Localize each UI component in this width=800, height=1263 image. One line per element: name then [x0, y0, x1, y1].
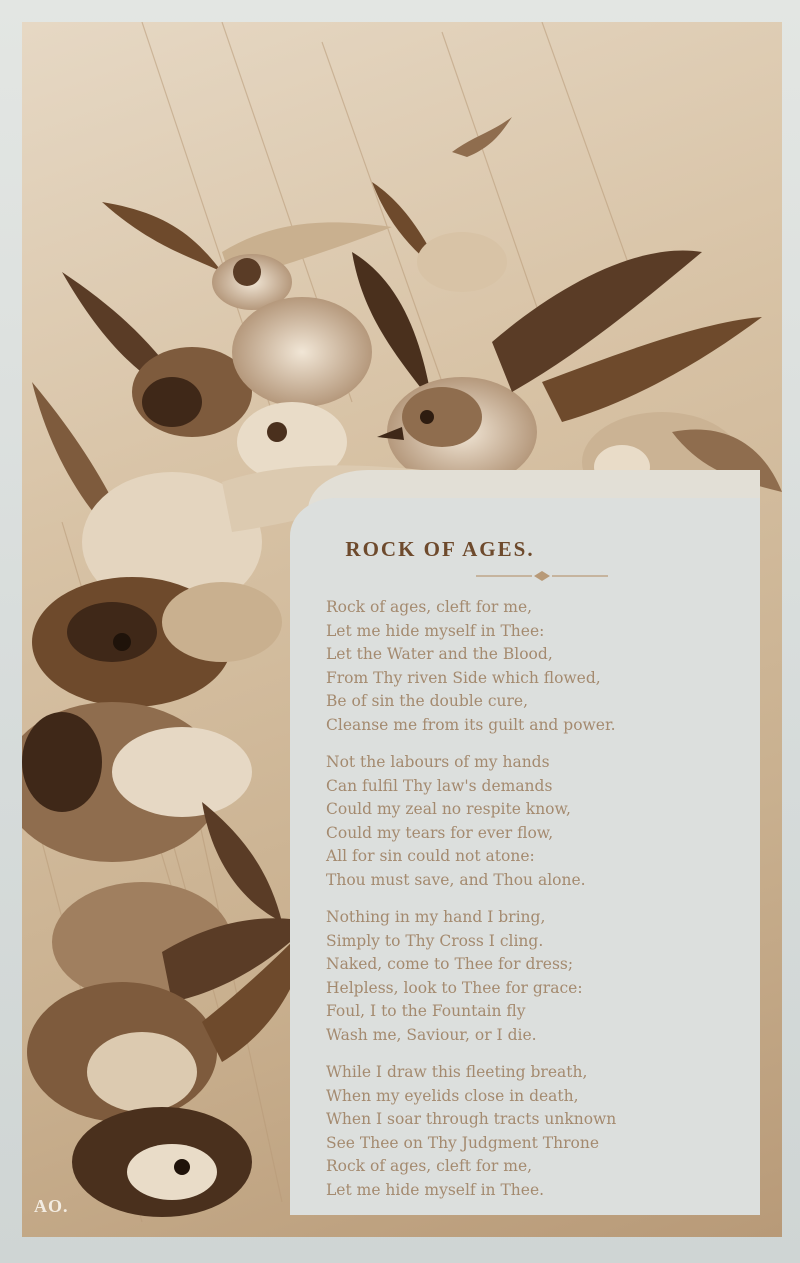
- verse-line: Nothing in my hand I bring,: [326, 908, 546, 926]
- verse-line: Wash me, Saviour, or I die.: [326, 1025, 537, 1044]
- verse-line: From Thy riven Side which flowed,: [326, 668, 601, 687]
- verse-line: Let the Water and the Blood,: [326, 645, 553, 663]
- verse-line: All for sin could not atone:: [326, 847, 535, 865]
- artist-signature: AO.: [34, 1196, 69, 1216]
- verse-line: Not the labours of my hands: [326, 753, 550, 771]
- verse-line: While I draw this fleeting breath,: [326, 1063, 588, 1081]
- verse-line: Could my tears for ever flow,: [326, 823, 554, 842]
- verse-line: When I soar through tracts unknown: [326, 1110, 617, 1128]
- verse-line: Let me hide myself in Thee.: [326, 1180, 545, 1199]
- verse-line: When my eyelids close in death,: [326, 1086, 579, 1105]
- verse-line: Be of sin the double cure,: [326, 692, 529, 710]
- verse-line: Helpless, look to Thee for grace:: [326, 978, 583, 997]
- verse-line: Naked, come to Thee for dress;: [326, 955, 574, 973]
- verse-line: Let me hide myself in Thee:: [326, 621, 545, 640]
- verse-line: Could my zeal no respite know,: [326, 800, 571, 818]
- verse-line: Rock of ages, cleft for me,: [326, 598, 533, 616]
- hymn-title: ROCK OF AGES.: [345, 537, 535, 561]
- verse-line: See Thee on Thy Judgment Throne: [326, 1133, 599, 1152]
- stanza-4: [326, 1061, 776, 1202]
- verse-line: Foul, I to the Fountain fly: [326, 1002, 526, 1020]
- ornament-divider: [472, 570, 612, 582]
- verse-line: Cleanse me from its guilt and power.: [326, 715, 616, 734]
- stanza-3: [326, 906, 776, 1047]
- verse-line: Thou must save, and Thou alone.: [326, 870, 586, 889]
- stanza-2: [326, 751, 776, 892]
- verse-line: Rock of ages, cleft for me,: [326, 1157, 533, 1175]
- verse-line: Simply to Thy Cross I cling.: [326, 931, 544, 950]
- verse-line: Can fulfil Thy law's demands: [326, 776, 553, 795]
- stanza-1: [326, 596, 776, 737]
- hymn-verses: [326, 596, 776, 1216]
